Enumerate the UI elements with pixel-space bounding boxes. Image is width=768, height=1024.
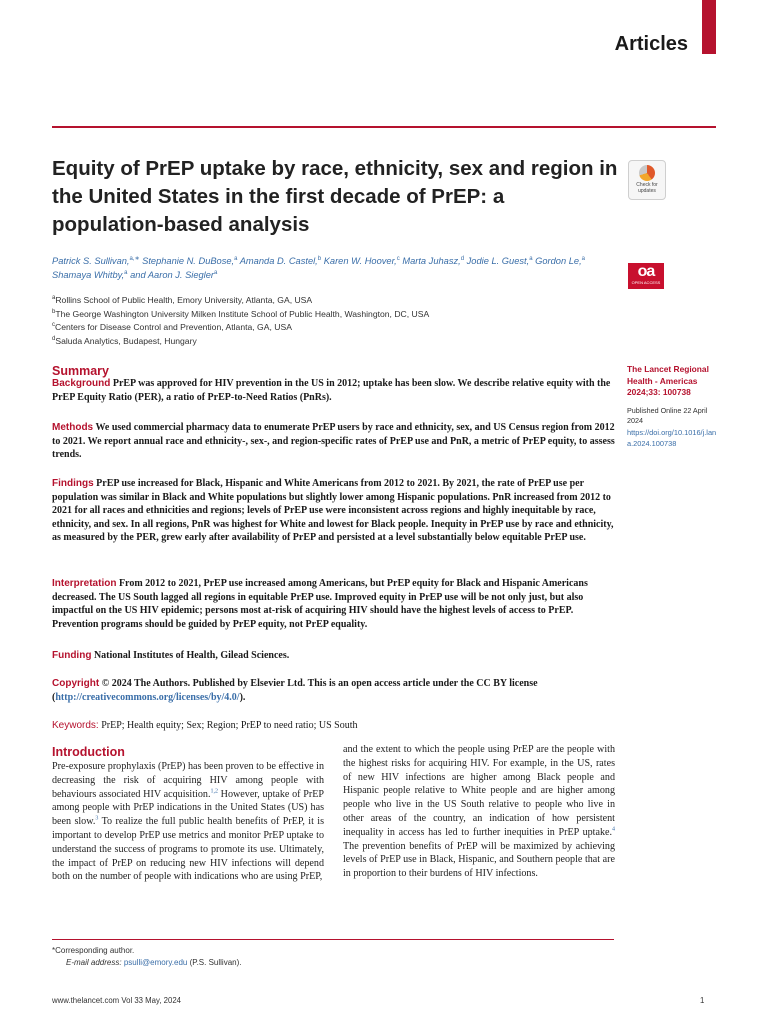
keywords-label: Keywords:: [52, 720, 99, 731]
open-access-label: OPEN ACCESS: [631, 280, 661, 285]
summary-background: [52, 377, 616, 404]
author-affiliation-mark: a: [529, 255, 533, 262]
intro-text: To realize the full public health benefits of PrEP, it is important to develop PrEP use metrics and monitor PrEP uptake to understand the success of programs to promote its use. Ultimately, the impact of PrEP on reducing new HIV infections will depend both on the number of people with indications who are using PrEP,: [52, 816, 325, 883]
author-affiliation-mark: c: [396, 255, 400, 262]
author-name[interactable]: Jodie L. Guest,: [466, 256, 530, 266]
affiliation-mark: d: [52, 335, 56, 342]
methods-text: We used commercial pharmacy data to enumerate PrEP users by race and ethnicity, sex, and US Census region from 2012 to 2021. We report annual race and ethnicity-, sex-, and region-specific rates of PrEP use and PnR, a metric of PrEP equity, to assess trends.: [52, 422, 615, 460]
affiliation-text: Saluda Analytics, Budapest, Hungary: [55, 335, 197, 346]
author-name[interactable]: Gordon Le,: [535, 256, 582, 266]
intro-text: The prevention benefits of PrEP will be maximized by achieving levels of PrEP use in Black, Hispanic, and Southern people that are in proportion to their burdens of HIV infections.: [343, 840, 615, 880]
journal-footer: www.thelancet.com Vol 33 May, 2024: [52, 996, 182, 1005]
findings-label: Findings: [52, 478, 94, 489]
affiliation-item: [52, 335, 612, 349]
author-affiliation-mark: b: [317, 255, 322, 262]
summary-keywords: [52, 719, 616, 733]
author-name[interactable]: Karen W. Hoover,: [323, 256, 397, 266]
affiliation-item: [52, 294, 612, 308]
published-date: Published Online 22 April 2024: [627, 406, 708, 425]
summary-findings: [52, 477, 616, 545]
interpretation-label: Interpretation: [52, 578, 117, 589]
copyright-end: ).: [239, 691, 246, 703]
introduction-left-column: [52, 760, 324, 884]
open-access-badge: [628, 263, 664, 289]
interpretation-text: From 2012 to 2021, PrEP use increased among Americans, but PrEP equity for Black and Hispanic Americans decreased. The US South lagged all regions in equitable PrEP use. Improved equity in PrEP use will be not only just, but also impactful on the US HIV epidemic; persons most at-risk of acquiring HIV should have the highest levels of access to PrEP. Prevention programs should be guided by PrEP equity, not PrEP equality.: [52, 578, 588, 630]
author-name[interactable]: Patrick S. Sullivan,: [52, 256, 130, 266]
intro-text: However, uptake of PrEP among people with PrEP indications in the United States (US) has been slow.: [52, 788, 324, 828]
author-affiliation-mark: a,∗: [129, 255, 140, 262]
check-for-updates-label: Check for updates: [636, 182, 658, 194]
background-text: PrEP was approved for HIV prevention in the US in 2012; uptake has been slow. We describe relative equity with the PrEP Equity Ratio (PER), a ratio of PrEP-to-Need Ratios (PnRs).: [52, 378, 611, 403]
summary-funding: [52, 649, 616, 663]
email-suffix: (P.S. Sullivan).: [189, 958, 242, 967]
affiliation-mark: b: [52, 308, 56, 315]
email-footnote: [66, 958, 241, 967]
author-affiliation-mark: a: [581, 255, 586, 262]
author-affiliation-mark: a: [214, 269, 218, 276]
copyright-label: Copyright: [52, 678, 100, 689]
doi-link[interactable]: https://doi.org/10.1016/j.lana.2024.100738: [627, 428, 717, 448]
footnote-rule: [52, 939, 614, 940]
header-rule: [52, 126, 716, 128]
summary-copyright: [52, 677, 616, 704]
check-for-updates-badge[interactable]: [628, 160, 666, 200]
author-name[interactable]: Shamaya Whitby,: [52, 270, 125, 280]
author-affiliation-mark: a: [234, 255, 238, 262]
methods-label: Methods: [52, 422, 94, 433]
author-name[interactable]: Stephanie N. DuBose,: [142, 256, 235, 266]
summary-interpretation: [52, 577, 616, 631]
check-for-updates-icon: [639, 165, 655, 181]
author-name[interactable]: Marta Juhasz,: [402, 256, 461, 266]
introduction-right-column: [343, 743, 615, 881]
funding-label: Funding: [52, 650, 92, 661]
author-list: [52, 254, 612, 282]
summary-methods: [52, 421, 616, 462]
journal-citation: The Lancet Regional Health - Americas 2024;33: 100738: [627, 364, 709, 397]
summary-heading: Summary: [52, 364, 109, 378]
corresponding-author-note: *Corresponding author.: [52, 946, 135, 955]
email-link[interactable]: psulli@emory.edu: [123, 958, 188, 967]
funding-text: National Institutes of Health, Gilead Sciences.: [93, 650, 290, 661]
affiliation-item: [52, 321, 612, 335]
author-name[interactable]: Amanda D. Castel,: [239, 256, 318, 266]
open-access-icon: oa: [637, 263, 655, 280]
intro-text: and the extent to which the people using PrEP are the people with the highest risks for acquiring HIV. For example, in the US, rates of new HIV infections are higher among Black people and Hispanic people relative to White people and are higher among people who live in the US South relative to people who live in other areas of the country, an indication of how persistent inequality in access has led to further inequities in PrEP uptake.: [343, 744, 615, 838]
affiliation-text: The George Washington University Milken Institute School of Public Health, Washington, DC, USA: [55, 308, 430, 319]
affiliation-text: Rollins School of Public Health, Emory University, Atlanta, GA, USA: [55, 295, 313, 305]
intro-text: Pre-exposure prophylaxis (PrEP) has been proven to be effective in decreasing the risk of acquiring HIV among people with behaviours associated HIV acquisition.: [52, 761, 324, 800]
citation-link[interactable]: 4: [612, 826, 615, 833]
author-name[interactable]: and Aaron J. Siegler: [130, 270, 215, 280]
section-label: Articles: [614, 33, 688, 55]
findings-text: PrEP use increased for Black, Hispanic and White Americans from 2012 to 2021. By 2021, the rate of PrEP use per population was similar in Black and White populations but slightly lower among Hispanic populations. PnR increased from 2012 to 2021 for all races and ethnicities and regions; levels of PrEP use were inconsistent across regions and highly inequitable by race, ethnicity, and sex. In all regions, PnR was highest for White and lowest for Black people. Inequity in PrEP use by race and ethnicity, as measured by the PER, grew early after availability of PrEP and persisted at a level substantially below equitable PrEP use.: [52, 478, 614, 543]
author-affiliation-mark: d: [460, 255, 465, 262]
affiliations: [52, 294, 612, 348]
introduction-heading: Introduction: [52, 745, 125, 759]
affiliation-mark: c: [52, 322, 55, 329]
page-number: 1: [700, 996, 705, 1005]
keywords-text: PrEP; Health equity; Sex; Region; PrEP to need ratio; US South: [101, 720, 358, 731]
citation-link[interactable]: 3: [95, 815, 99, 822]
background-label: Background: [52, 378, 111, 389]
copyright-text: © 2024 The Authors. Published by Elsevier Ltd. This is an open access article under the CC BY license (: [52, 678, 538, 703]
affiliation-item: [52, 308, 612, 322]
header-red-tab: [702, 0, 716, 54]
email-label: E-mail address:: [66, 958, 122, 967]
citation-link[interactable]: 1,2: [210, 788, 218, 795]
license-link[interactable]: http://creativecommons.org/licenses/by/4.0/: [55, 691, 240, 703]
article-title: Equity of PrEP uptake by race, ethnicity, sex and region in the United States in the first decade of PrEP: a population-based analysis: [52, 157, 618, 236]
affiliation-mark: a: [52, 295, 56, 302]
author-affiliation-mark: a: [124, 269, 128, 276]
affiliation-text: Centers for Disease Control and Prevention, Atlanta, GA, USA: [55, 322, 292, 332]
